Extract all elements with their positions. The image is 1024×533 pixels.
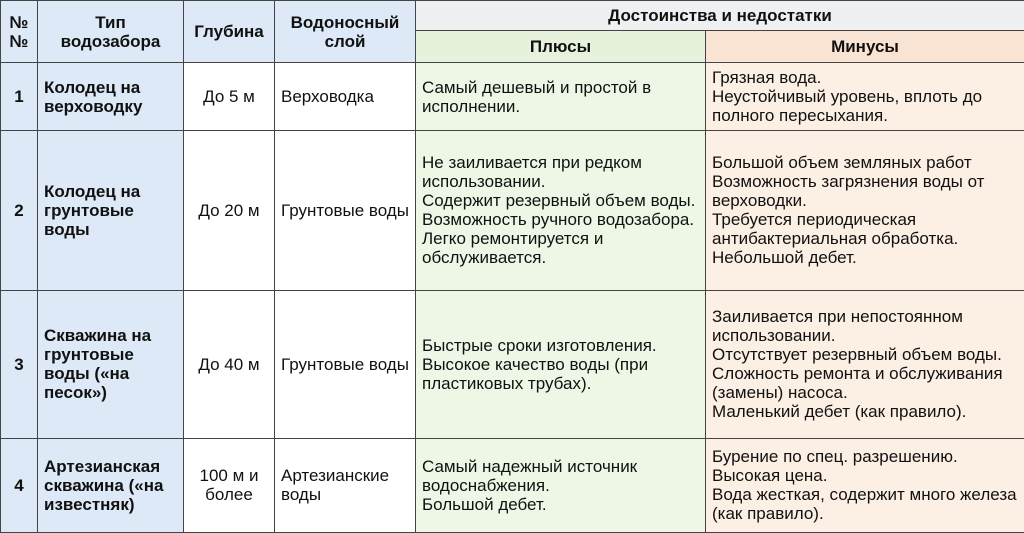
row-num: 4 — [1, 438, 38, 532]
table-row — [1, 290, 1024, 438]
table-row — [1, 63, 1024, 131]
row-pros — [416, 438, 706, 532]
cons-item: Бурение по спец. разрешению. — [712, 447, 958, 467]
pros-item: Содержит резервный объем воды. — [422, 191, 696, 211]
header-pros-cons: Достоинства и недостатки — [416, 1, 1024, 31]
pros-item: Высокое качество воды (при пластиковых трубах). — [422, 354, 649, 393]
row-layer: Грунтовые воды — [275, 131, 416, 290]
row-type: Колодец на верховодку — [38, 63, 184, 131]
header-depth: Глубина — [184, 1, 275, 63]
cons-item: Грязная вода. — [712, 68, 822, 88]
cons-item: Возможность загрязнения воды от верховодки. — [712, 172, 985, 211]
row-layer: Артезианские воды — [275, 438, 416, 532]
row-depth: До 40 м — [184, 290, 275, 438]
row-depth: 100 м и более — [184, 438, 275, 532]
pros-item: Быстрые сроки изготовления. — [422, 335, 657, 355]
pros-item: Возможность ручного водозабора. — [422, 210, 695, 230]
row-num: 3 — [1, 290, 38, 438]
table-row — [1, 438, 1024, 532]
row-cons — [706, 438, 1024, 532]
header-num: № № — [1, 1, 38, 63]
row-depth: До 20 м — [184, 131, 275, 290]
table-row — [1, 131, 1024, 290]
header-layer: Водоносный слой — [275, 1, 416, 63]
header-type: Тип водозабора — [38, 1, 184, 63]
header-row-1 — [1, 1, 1024, 31]
row-cons — [706, 63, 1024, 131]
cons-item: Высокая цена. — [712, 466, 828, 486]
row-pros — [416, 131, 706, 290]
header-pros: Плюсы — [416, 31, 706, 63]
row-depth: До 5 м — [184, 63, 275, 131]
cons-item: Требуется периодическая антибактериальная обработка. — [712, 210, 959, 249]
cons-item: Сложность ремонта и обслуживания (замены) насоса. — [712, 364, 1003, 403]
cons-item: Маленький дебет (как правило). — [712, 402, 967, 422]
header-cons: Минусы — [706, 31, 1024, 63]
row-cons — [706, 131, 1024, 290]
row-cons — [706, 290, 1024, 438]
cons-item: Заиливается при непостоянном использовании. — [712, 307, 963, 346]
pros-item: Самый дешевый и простой в исполнении. — [422, 77, 652, 116]
pros-item: Не заиливается при редком использовании. — [422, 153, 642, 192]
pros-item: Легко ремонтируется и обслуживается. — [422, 229, 604, 268]
cons-item: Отсутствует резервный объем воды. — [712, 345, 1002, 365]
row-type: Артезианская скважина («на известняк) — [38, 438, 184, 532]
pros-item: Большой дебет. — [422, 494, 547, 514]
cons-item: Вода жесткая, содержит много железа (как правило). — [712, 485, 1017, 524]
row-pros — [416, 63, 706, 131]
cons-item: Большой объем земляных работ — [712, 153, 972, 173]
row-type: Скважина на грунтовые воды («на песок») — [38, 290, 184, 438]
pros-item: Самый надежный источник водоснабжения. — [422, 456, 638, 495]
row-num: 2 — [1, 131, 38, 290]
row-pros — [416, 290, 706, 438]
cons-item: Небольшой дебет. — [712, 248, 857, 268]
row-type: Колодец на грунтовые воды — [38, 131, 184, 290]
cons-item: Неустойчивый уровень, вплоть до полного пересыхания. — [712, 87, 983, 126]
row-num: 1 — [1, 63, 38, 131]
row-layer: Грунтовые воды — [275, 290, 416, 438]
row-layer: Верховодка — [275, 63, 416, 131]
